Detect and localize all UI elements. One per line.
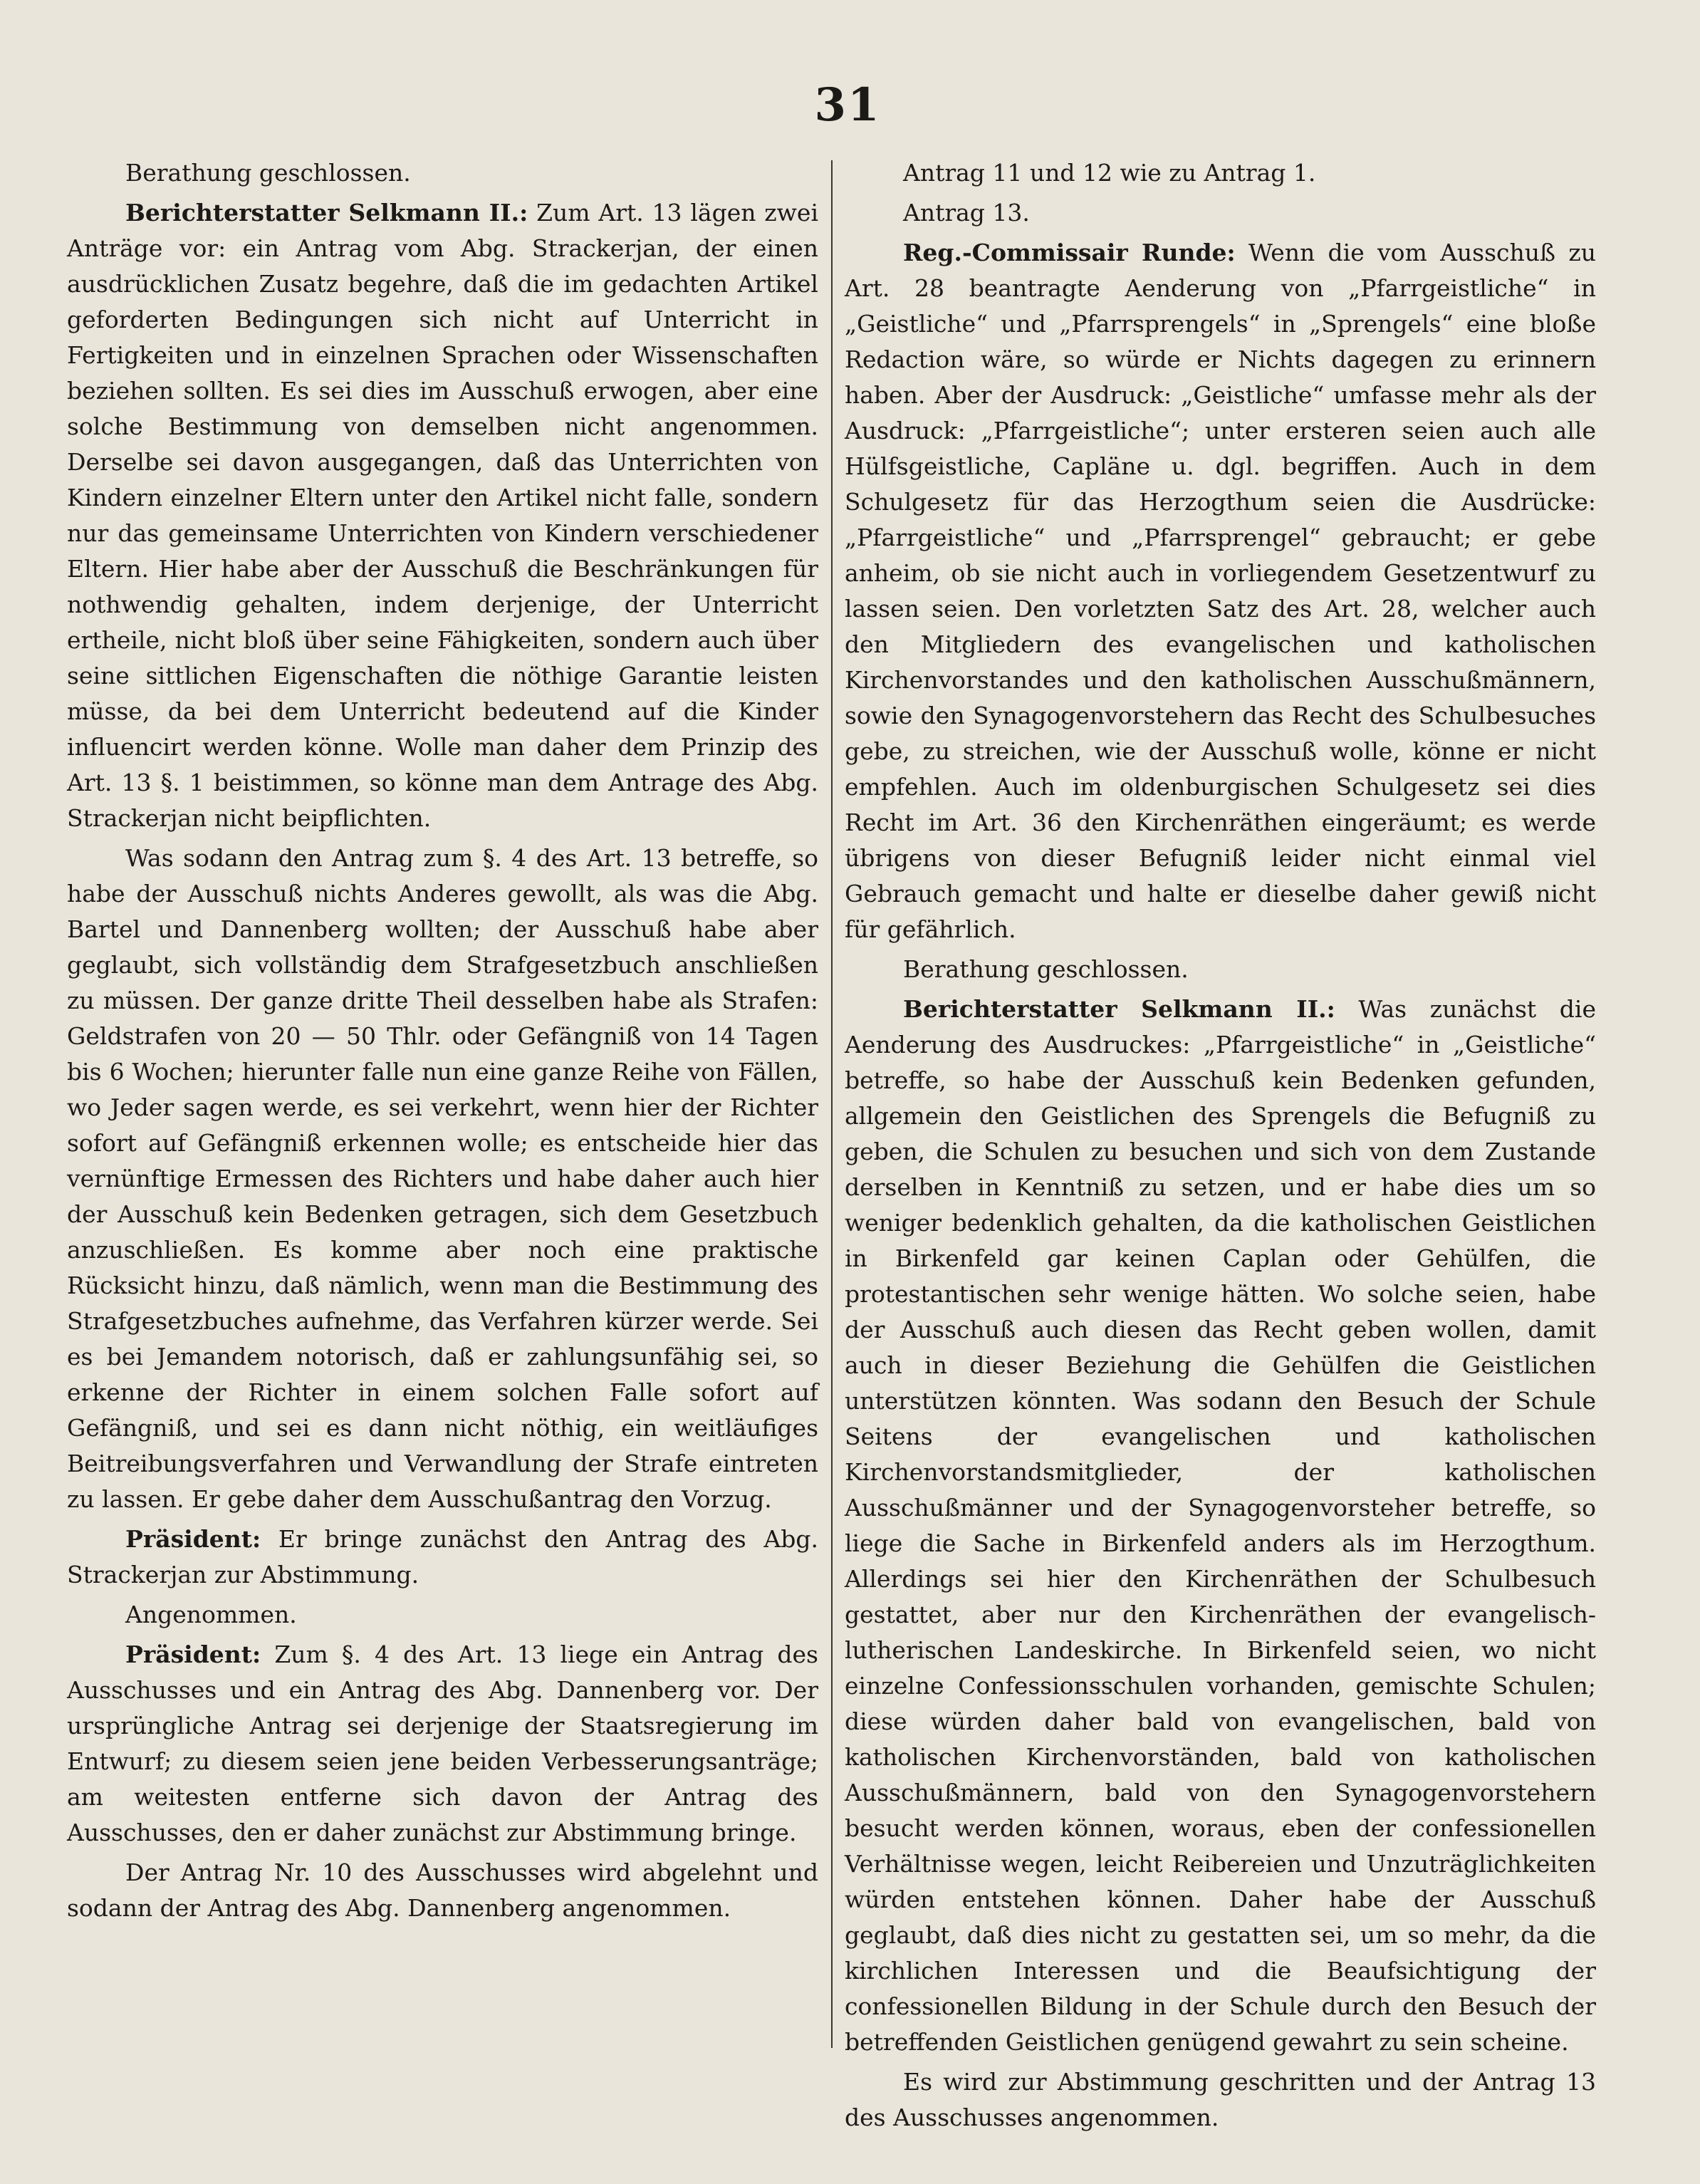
paragraph-berichterstatter-art13	[67, 195, 818, 836]
paragraph-berathung-geschlossen-2: Berathung geschlossen.	[903, 955, 1189, 983]
paragraph-antrag-13-heading: Antrag 13.	[903, 199, 1030, 227]
paragraph-antrag-nr10: Der Antrag Nr. 10 des Ausschusses wird abgelehnt und sodann der Antrag des Abg. Dannenberg angenommen.	[67, 1858, 818, 1922]
paragraph-text: Wenn die vom Ausschuß zu Art. 28 beantragte Aenderung von „Pfarrgeistliche“ in „Geistliche“ und „Pfarrsprengels“ in „Sprengels“ eine bloße Redaction wäre, so würde er Nichts dagegen zu erinnern haben. Aber der Ausdruck: „Geistliche“ umfasse mehr als der Ausdruck: „Pfarrgeistliche“; unter ersteren seien auch alle Hülfsgeistliche, Capläne u. dgl. begriffen. Auch in dem Schulgesetz für das Herzogthum seien die Ausdrücke: „Pfarrgeistliche“ und „Pfarrsprengel“ gebraucht; er gebe anheim, ob sie nicht auch in vorliegendem Gesetzentwurf zu lassen seien. Den vorletzten Satz des Art. 28, welcher auch den Mitgliedern des evangelischen und katholischen Kirchenvorstandes und den katholischen Ausschußmännern, sowie den Synagogenvorstehern das Recht des Schulbesuches gebe, zu streichen, wie der Ausschuß wolle, könne er nicht empfehlen. Auch im oldenburgischen Schulgesetz sei dies Recht im Art. 36 den Kirchenräthen eingeräumt; es werde übrigens von dieser Befugniß leider nicht einmal viel Gebrauch gemacht und halte er dieselbe daher gewiß nicht für gefährlich.	[845, 239, 1596, 943]
speaker-label: Reg.-Commissair Runde:	[903, 239, 1236, 266]
paragraph-text: Zum Art. 13 lägen zwei Anträge vor: ein Antrag vom Abg. Strackerjan, der einen ausdrücklichen Zusatz begehre, daß die im gedachten Artikel geforderten Bedingungen sich nicht auf Unterricht in Fertigkeiten und in einzelnen Sprachen oder Wissenschaften beziehen sollten. Es sei dies im Ausschuß erwogen, aber eine solche Bestimmung von demselben nicht angenommen. Derselbe sei davon ausgegangen, daß das Unterrichten von Kindern einzelner Eltern unter den Artikel nicht falle, sondern nur das gemeinsame Unterrichten von Kindern verschiedener Eltern. Hier habe aber der Ausschuß die Beschränkungen für nothwendig gehalten, indem derjenige, der Unterricht ertheile, nicht bloß über seine Fähigkeiten, sondern auch über seine sittlichen Eigenschaften die nöthige Garantie leisten müsse, da bei dem Unterricht bedeutend auf die Kinder influencirt werden könne. Wolle man daher dem Prinzip des Art. 13 §. 1 beistimmen, so könne man dem Antrage des Abg. Strackerjan nicht beipflichten.	[67, 199, 819, 832]
paragraph-text: Er bringe zunächst den Antrag des Abg. Strackerjan zur Abstimmung.	[67, 1525, 818, 1588]
paragraph-reg-commissair	[845, 235, 1596, 947]
page-number: 31	[814, 78, 881, 132]
paragraph-abstimmung-antrag13: Es wird zur Abstimmung geschritten und der Antrag 13 des Ausschusses angenommen.	[845, 2068, 1596, 2131]
right-column	[845, 155, 1596, 2140]
column-divider	[831, 160, 833, 2048]
paragraph-antrag-11-12: Antrag 11 und 12 wie zu Antrag 1.	[903, 159, 1316, 187]
speaker-label: Berichterstatter Selkmann II.:	[903, 995, 1335, 1023]
paragraph-text: Was zunächst die Aenderung des Ausdruckes: „Pfarrgeistliche“ in „Geistliche“ betreffe, so habe der Ausschuß kein Bedenken gefunden, allgemein den Geistlichen des Sprengels die Befugniß zu geben, die Schulen zu besuchen und sich von dem Zustande derselben in Kenntniß zu setzen, und er habe dies um so weniger bedenklich gehalten, da die katholischen Geistlichen in Birkenfeld gar keinen Caplan oder Gehülfen, die protestantischen sehr wenige hätten. Wo solche seien, habe der Ausschuß auch diesen das Recht geben wollen, damit auch in dieser Beziehung die Gehülfen die Geistlichen unterstützen könnten. Was sodann den Besuch der Schule Seitens der evangelischen und katholischen Kirchenvorstandsmitglieder, der katholischen Ausschußmänner und der Synagogenvorsteher betreffe, so liege die Sache in Birkenfeld anders als im Herzogthum. Allerdings sei hier den Kirchenräthen der Schulbesuch gestattet, aber nur den Kirchenräthen der evangelisch-lutherischen Landeskirche. In Birkenfeld seien, wo nicht einzelne Confessionsschulen vorhanden, gemischte Schulen; diese würden daher bald von evangelischen, bald von katholischen Kirchenvorständen, bald von katholischen Ausschußmännern, bald von den Synagogenvorstehern besucht werden können, woraus, eben der confessionellen Verhältnisse wegen, leicht Reibereien und Unzuträglichkeiten würden entstehen können. Daher habe der Ausschuß geglaubt, daß dies nicht zu gestatten sei, um so mehr, da die kirchlichen Interessen und die Beaufsichtigung der confessionellen Bildung in der Schule durch den Besuch der betreffenden Geistlichen genügend gewahrt zu sein scheine.	[845, 995, 1596, 2056]
paragraph-text: Zum §. 4 des Art. 13 liege ein Antrag des Ausschusses und ein Antrag des Abg. Dannenberg vor. Der ursprüngliche Antrag sei derjenige der Staatsregierung im Entwurf; zu diesem seien jene beiden Verbesserungsanträge; am weitesten entferne sich davon der Antrag des Ausschusses, den er daher zunächst zur Abstimmung bringe.	[67, 1640, 818, 1846]
paragraph-angenommen: Angenommen.	[125, 1601, 297, 1628]
left-column	[67, 155, 818, 1930]
speaker-label: Präsident:	[125, 1640, 261, 1668]
paragraph-berathung-geschlossen: Berathung geschlossen.	[125, 159, 411, 187]
paragraph-antrag-par4: Was sodann den Antrag zum §. 4 des Art. 13 betreffe, so habe der Ausschuß nichts Anderes gewollt, als was die Abg. Bartel und Dannenberg wollten; der Ausschuß habe aber geglaubt, sich vollständig dem Strafgesetzbuch anschließen zu müssen. Der ganze dritte Theil desselben habe als Strafen: Geldstrafen von 20 — 50 Thlr. oder Gefängniß von 14 Tagen bis 6 Wochen; hierunter falle nun eine ganze Reihe von Fällen, wo Jeder sagen werde, es sei verkehrt, wenn hier der Richter sofort auf Gefängniß erkennen wolle; es entscheide hier das vernünftige Ermessen des Richters und habe daher auch hier der Ausschuß kein Bedenken getragen, sich dem Gesetzbuch anzuschließen. Es komme aber noch eine praktische Rücksicht hinzu, daß nämlich, wenn man die Bestimmung des Strafgesetzbuches aufnehme, das Verfahren kürzer werde. Sei es bei Jemandem notorisch, daß er zahlungsunfähig sei, so erkenne der Richter in einem solchen Falle sofort auf Gefängniß, und sei es dann nicht nöthig, ein weitläufiges Beitreibungsverfahren und Verwandlung der Strafe eintreten zu lassen. Er gebe daher dem Ausschußantrag den Vorzug.	[67, 844, 818, 1513]
paragraph-berichterstatter-geistliche	[845, 992, 1596, 2060]
speaker-label: Berichterstatter Selkmann II.:	[125, 199, 528, 227]
paragraph-praesident-abstimmung	[67, 1522, 818, 1593]
speaker-label: Präsident:	[125, 1525, 261, 1553]
paragraph-praesident-par4	[67, 1637, 818, 1851]
